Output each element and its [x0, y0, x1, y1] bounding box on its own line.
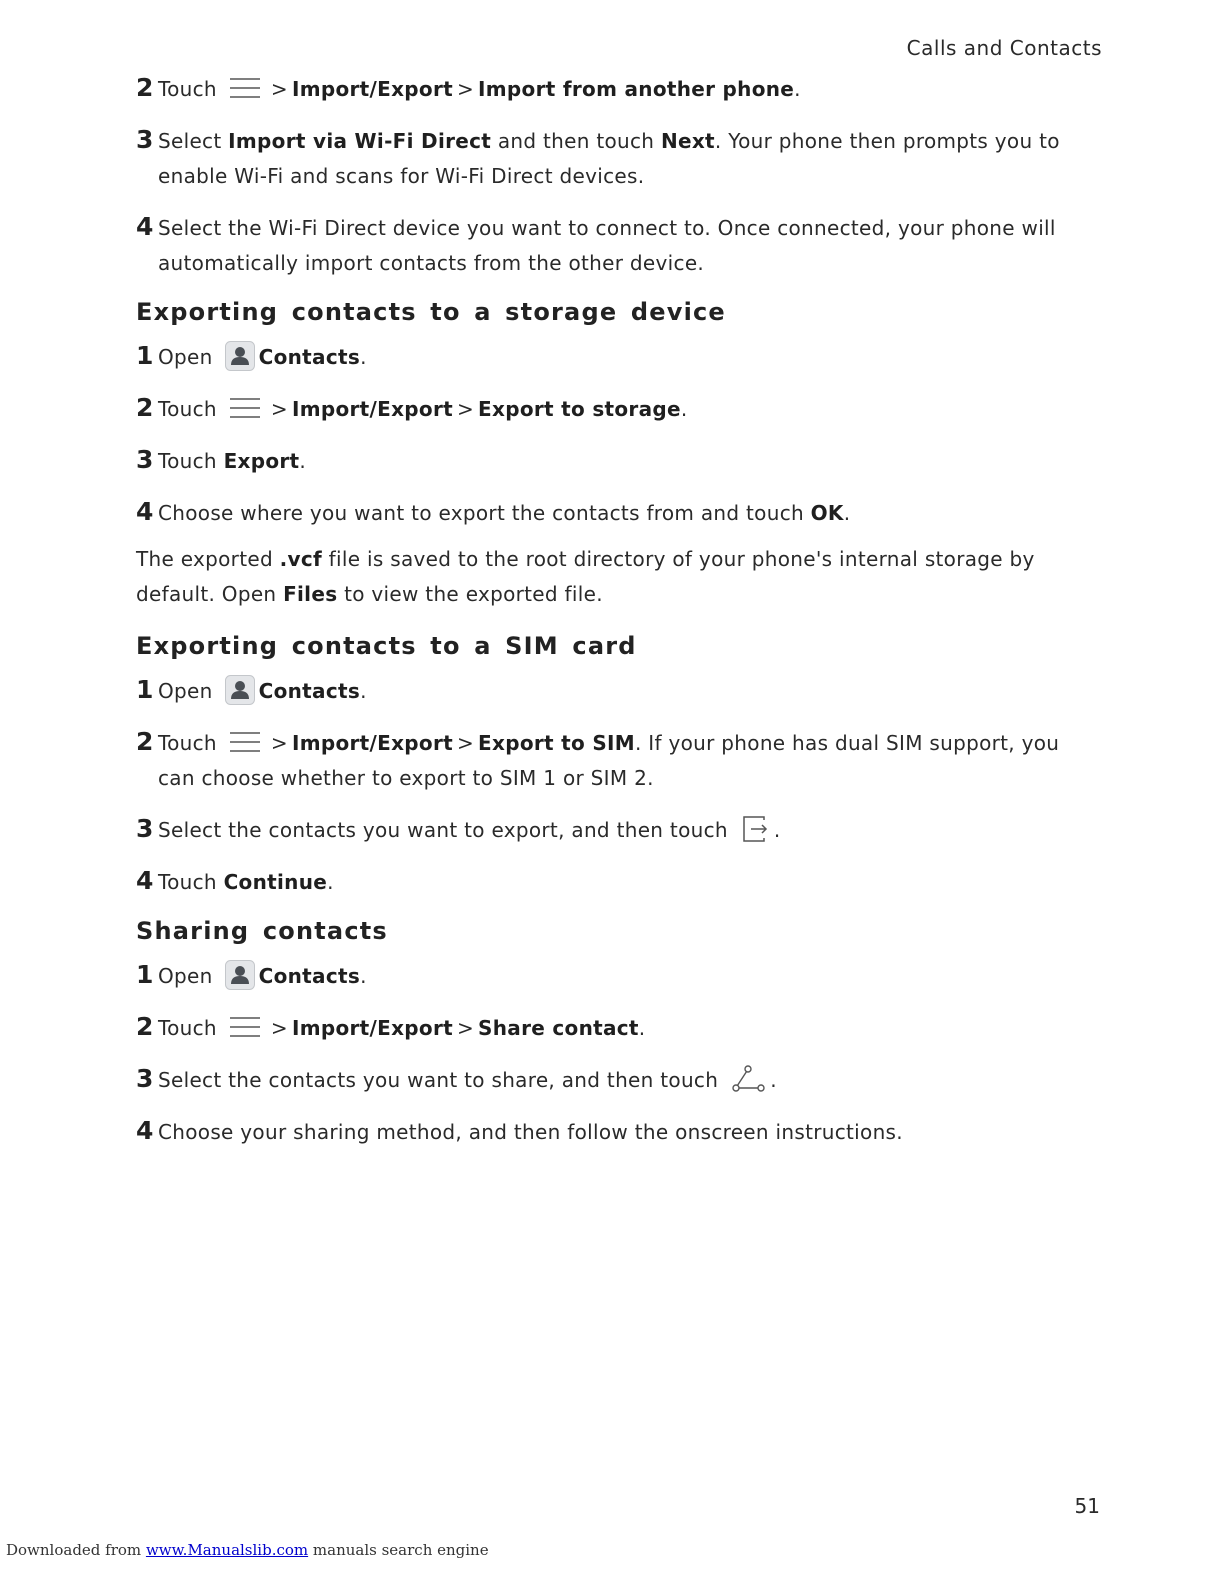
step-number: 2 [136, 1012, 154, 1041]
menu-icon [229, 396, 261, 420]
step-number: 1 [136, 960, 154, 989]
files-label: Files [283, 582, 338, 606]
step-sim-4 [136, 865, 1096, 900]
page-number: 51 [1074, 1494, 1100, 1518]
step-number: 3 [136, 814, 154, 843]
step-number: 2 [136, 727, 154, 756]
step-number: 1 [136, 675, 154, 704]
page-content [136, 72, 1096, 1167]
menu-path-target: Import from another phone [478, 77, 795, 101]
step-text: Select [158, 129, 229, 153]
share-icon [732, 1065, 766, 1093]
step-text: and then touch [491, 129, 661, 153]
period: . [360, 679, 367, 703]
step-text: Choose your sharing method, and then follow the onscreen instructions. [158, 1120, 903, 1144]
step-number: 1 [136, 341, 154, 370]
step-sim-2 [136, 726, 1096, 796]
menu-path-target: Export to storage [478, 397, 681, 421]
step-text: Touch [158, 870, 217, 894]
separator: > [270, 1016, 288, 1040]
step-storage-2 [136, 392, 1096, 427]
step-share-2 [136, 1011, 1096, 1046]
note-text: file is saved to the root directory of your phone's internal storage by default. Open [136, 547, 1035, 606]
note-text: to view the exported file. [337, 582, 603, 606]
page-header-section: Calls and Contacts [906, 36, 1102, 60]
contacts-label: Contacts [258, 679, 361, 703]
step-text: Open [158, 345, 213, 369]
contacts-app-icon [225, 341, 255, 371]
step-number: 4 [136, 497, 154, 526]
download-credit-text: Downloaded from [6, 1541, 142, 1559]
step-number: 3 [136, 1064, 154, 1093]
step-number: 4 [136, 212, 154, 241]
step-text: Touch [158, 77, 217, 101]
step-share-3 [136, 1063, 1096, 1098]
period: . [360, 964, 367, 988]
period: . [770, 1068, 777, 1092]
separator: > [456, 397, 475, 421]
step-import-2 [136, 72, 1096, 107]
step-sim-3 [136, 813, 1096, 848]
step-share-4 [136, 1115, 1096, 1150]
step-import-4 [136, 211, 1096, 281]
ok-label: OK [810, 501, 844, 525]
step-text: Touch [158, 731, 217, 755]
step-text: . If your phone has dual SIM support, you can choose whether to export to SIM 1 or SIM 2. [158, 731, 1060, 790]
download-credit-tail: manuals search engine [312, 1541, 489, 1559]
menu-path-import-export: Import/Export [291, 77, 453, 101]
period: . [638, 1016, 646, 1040]
period: . [299, 449, 307, 473]
step-text: Choose where you want to export the contacts from and touch [158, 501, 811, 525]
menu-path-import-export: Import/Export [291, 1016, 453, 1040]
separator: > [270, 77, 288, 101]
step-storage-3 [136, 444, 1096, 479]
menu-icon [229, 1015, 261, 1039]
step-number: 4 [136, 866, 154, 895]
vcf-label: .vcf [279, 547, 323, 571]
continue-label: Continue [223, 870, 328, 894]
menu-icon [229, 76, 261, 100]
menu-icon [229, 730, 261, 754]
step-text: Select the Wi-Fi Direct device you want to connect to. Once connected, your phone will automatically import contacts from the other device. [158, 216, 1056, 275]
period: . [360, 345, 367, 369]
contacts-app-icon [225, 675, 255, 705]
period: . [794, 77, 801, 101]
step-text: . Your phone then prompts you to enable Wi-Fi and scans for Wi-Fi Direct devices. [158, 129, 1060, 188]
step-number: 3 [136, 125, 154, 154]
step-number: 4 [136, 1116, 154, 1145]
section-heading-sim: Exporting contacts to a SIM card [136, 632, 637, 660]
download-credit [6, 1541, 489, 1559]
separator: > [456, 731, 475, 755]
step-storage-1 [136, 340, 1096, 375]
next-label: Next [660, 129, 715, 153]
step-text: Touch [158, 397, 217, 421]
step-text: Open [158, 964, 213, 988]
option-import-wifi-direct: Import via Wi-Fi Direct [228, 129, 492, 153]
period: . [680, 397, 688, 421]
separator: > [456, 1016, 475, 1040]
step-number: 2 [136, 73, 154, 102]
manualslib-link[interactable]: www.Manualslib.com [145, 1541, 309, 1559]
step-text: Touch [158, 1016, 217, 1040]
period: . [327, 870, 334, 894]
step-text: Select the contacts you want to share, and then touch [158, 1068, 719, 1092]
menu-path-import-export: Import/Export [291, 731, 453, 755]
note-text: The exported [136, 547, 280, 571]
step-import-3 [136, 124, 1096, 194]
separator: > [270, 397, 288, 421]
contacts-label: Contacts [258, 345, 361, 369]
step-text: Touch [158, 449, 217, 473]
step-text: Select the contacts you want to export, and then touch [158, 818, 728, 842]
step-text: Open [158, 679, 213, 703]
contacts-app-icon [225, 960, 255, 990]
step-number: 2 [136, 393, 154, 422]
period: . [773, 818, 781, 842]
export-to-sim-icon [742, 816, 768, 842]
export-label: Export [223, 449, 300, 473]
menu-path-target: Share contact [478, 1016, 639, 1040]
separator: > [456, 77, 475, 101]
step-share-1 [136, 959, 1096, 994]
period: . [843, 501, 851, 525]
menu-path-target: Export to SIM [478, 731, 635, 755]
section-heading-storage: Exporting contacts to a storage device [136, 298, 726, 326]
separator: > [270, 731, 288, 755]
section-heading-sharing: Sharing contacts [136, 917, 388, 945]
step-storage-4 [136, 496, 1096, 531]
menu-path-import-export: Import/Export [291, 397, 453, 421]
step-number: 3 [136, 445, 154, 474]
contacts-label: Contacts [258, 964, 361, 988]
storage-note [136, 542, 1096, 612]
step-sim-1 [136, 674, 1096, 709]
